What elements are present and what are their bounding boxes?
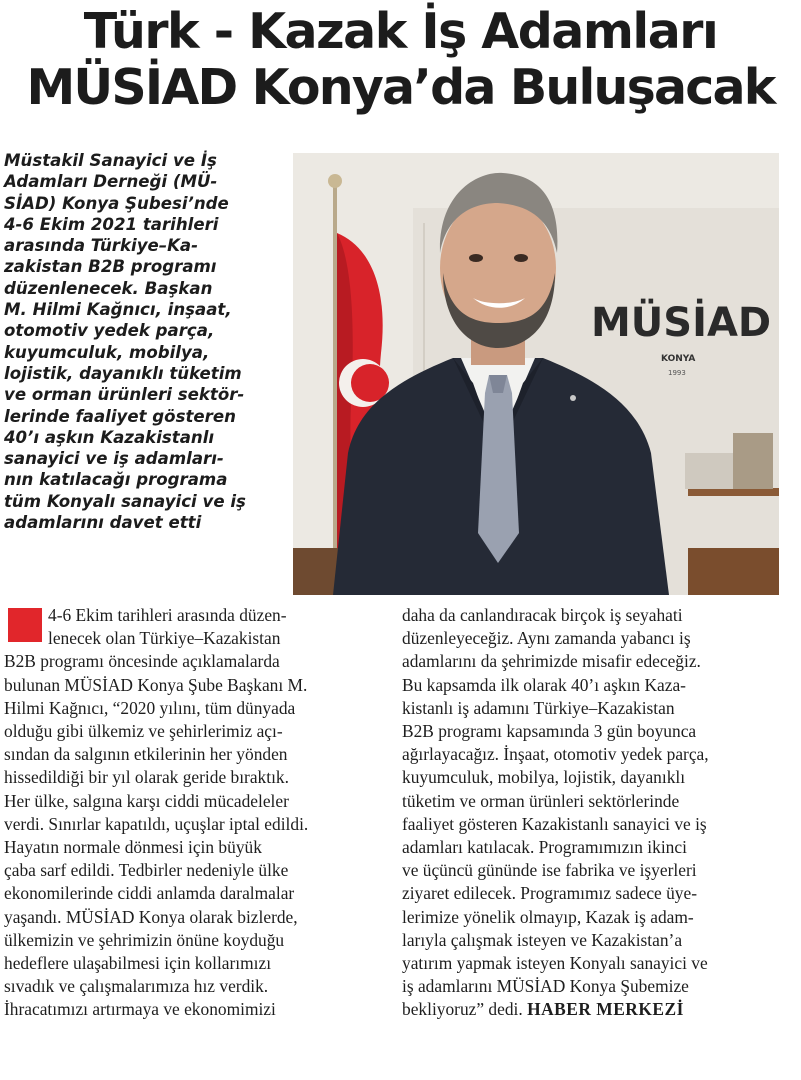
body-column-1-text: B2B programı öncesinde açıklamalarda bulunan MÜSİAD Konya Şube Başkanı M. Hilmi Kağnıcı, “2020 yılını, tüm dünyada olduğu gibi ülkemiz ve şehirlerimiz açı- sından da salgının etkilerinin her yönden hissedildiği bir yıl olarak geride bıraktık. Her ülke, salgına karşı ciddi mücadeleler verdi. Sınırlar kapatıldı, uçuşlar iptal edildi. Hayatın normale dönmesi için büyük çaba sarf edildi. Tedbirler nedeniyle ülke ekonomilerinde ciddi anlamda daralmalar yaşandı. MÜSİAD Konya olarak bizlerde, ülkemizin ve şehrimizin önüne koyduğu hedeflere ulaşabilmesi için kollarımızı sıvadık ve çalışmalarımıza hız verdik. İhracatımızı artırmaya ve ekonomimizi (4, 651, 309, 1020)
body-column-2-text: daha da canlandıracak birçok iş seyahati düzenleyeceğiz. Aynı zamanda yabancı iş adamlarını da şehrimizde misafir edeceğiz. Bu kapsamda ilk olarak 40’ı aşkın Kaza- kistanlı iş adamını Türkiye–Kazakistan B2B programı kapsamında 3 gün boyunca ağırlayacağız. İnşaat, otomotiv yedek parça, kuyumculuk, mobilya, lojistik, dayanıklı tüketim ve orman ürünleri sektörlerinde faaliyet gösteren Kazakistanlı sanayici ve iş adamları katılacak. Programımızın ikinci ve üçüncü gününde ise fabrika ve işyerleri ziyaret edilecek. Programımız sadece üye- lerimize yönelik olmayıp, Kazak iş adam- larıyla çalışmak isteyen ve Kazakistan’a yatırım yapmak isteyen Konyalı sanayici ve iş adamlarını MÜSİAD Konya Şubemize (402, 605, 709, 997)
body-column-1-second-line: lenecek olan Türkiye–Kazakistan (48, 628, 281, 649)
byline: HABER MERKEZİ (527, 999, 684, 1020)
brand-logo-subtitle: KONYA (661, 354, 696, 364)
body-column-1 (4, 604, 396, 1022)
brand-logo-text: MÜSİAD (591, 300, 772, 346)
flag-pole (333, 181, 337, 595)
portrait-illustration (293, 153, 779, 595)
body-column-1-first-line: 4-6 Ekim tarihleri arasında düzen- (48, 605, 287, 625)
headline-line-1: Türk - Kazak İş Adamları (83, 3, 718, 60)
body-column-2-closing: bekliyoruz” dedi. (402, 999, 523, 1020)
lead-paragraph: Müstakil Sanayici ve İş Adamları Derneği (MÜ- SİAD) Konya Şubesi’nde 4-6 Ekim 2021 tarihleri arasında Türkiye–Ka- zakistan B2B programı düzenlenecek. Başkan M. Hilmi Kağnıcı, inşaat, otomotiv yedek parça, kuyumculuk, mobilya, lojistik, dayanıklı tüketim ve orman ürünleri sektör- lerinde faaliyet gösteren 40’ı aşkın Kazakistanlı sanayici ve iş adamları- nın katılacağı programa tüm Konyalı sanayici ve iş adamlarını davet etti (4, 151, 246, 533)
headline (0, 4, 801, 116)
body-column-2 (402, 604, 797, 1022)
brand-logo-year: 1993 (668, 369, 686, 377)
headline-line-2: MÜSİAD Konya’da Buluşacak (26, 59, 775, 116)
news-photo (293, 153, 779, 595)
